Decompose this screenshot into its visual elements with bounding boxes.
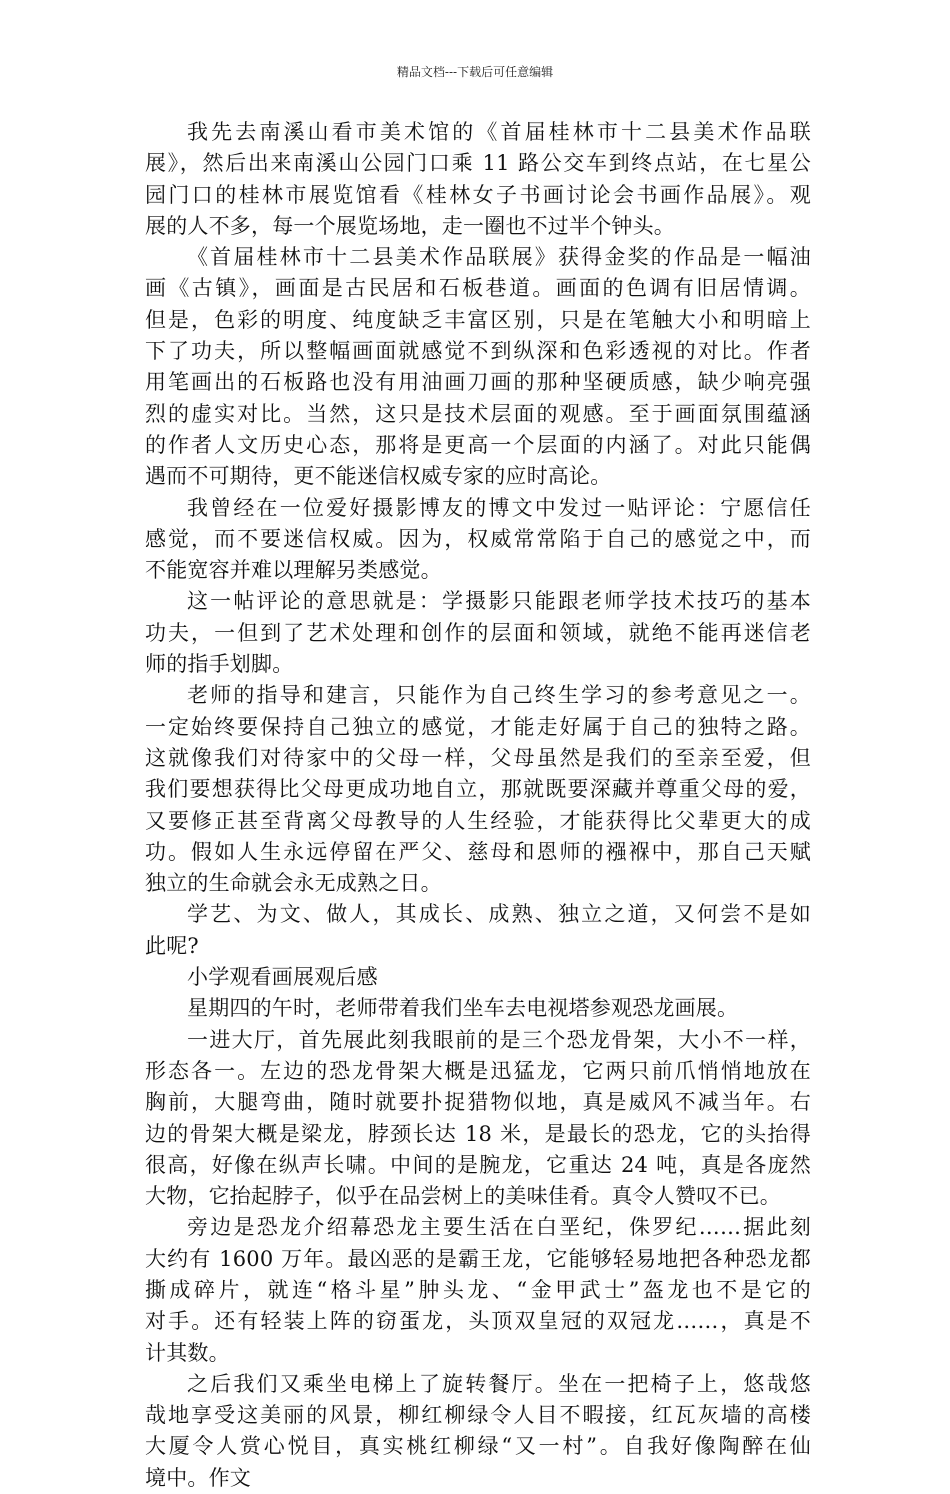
page-header: 精品文档---下载后可任意编辑 <box>396 65 554 79</box>
text-line: 独立的生命就会永无成熟之日。 <box>145 871 442 896</box>
text-line: 园门口的桂林市展览馆看《桂林女子书画讨论会书画作品展》。观 <box>145 182 811 207</box>
text-line: 我们要想获得比父母更成功地自立，那就既要深藏并尊重父母的爱， <box>145 777 811 802</box>
text-line: 这一帖评论的意思就是：学摄影只能跟老师学技术技巧的基本 <box>187 589 811 614</box>
text-line: 展》，然后出来南溪山公园门口乘 11 路公交车到终点站，在七星公 <box>145 151 811 176</box>
text-line: 对手。还有轻装上阵的窃蛋龙，头顶双皇冠的双冠龙……，真是不 <box>145 1309 811 1334</box>
text-line: 但是，色彩的明度、纯度缺乏丰富区别，只是在笔触大小和明暗上 <box>145 307 811 332</box>
text-line: 下了功夫，所以整幅画面就感觉不到纵深和色彩透视的对比。作者 <box>145 339 811 364</box>
text-line: 形态各一。左边的恐龙骨架大概是迅猛龙，它两只前爪悄悄地放在 <box>145 1058 811 1083</box>
text-line: 的作者人文历史心态，那将是更高一个层面的内涵了。对此只能偶 <box>145 432 811 457</box>
text-line: 又要修正甚至背离父母教导的人生经验，才能获得比父辈更大的成 <box>145 808 811 833</box>
text-line: 胸前，大腿弯曲，随时就要扑捉猎物似地，真是威风不减当年。右 <box>145 1090 811 1115</box>
text-line: 大物，它抬起脖子，似乎在品尝树上的美味佳肴。真令人赞叹不已。 <box>145 1184 781 1209</box>
text-line: 之后我们又乘坐电梯上了旋转餐厅。坐在一把椅子上，悠哉悠 <box>187 1371 811 1396</box>
text-line: 境中。作文 <box>145 1465 251 1490</box>
text-line: 用笔画出的石板路也没有用油画刀画的那种坚硬质感，缺少响亮强 <box>145 370 811 395</box>
text-line: 老师的指导和建言，只能作为自己终生学习的参考意见之一。 <box>187 683 811 708</box>
text-line: 边的骨架大概是梁龙，脖颈长达 18 米，是最长的恐龙，它的头抬得 <box>145 1121 811 1146</box>
text-line: 此呢? <box>145 933 199 958</box>
text-line: 一进大厅，首先展此刻我眼前的是三个恐龙骨架，大小不一样， <box>187 1027 811 1052</box>
text-line: 旁边是恐龙介绍幕恐龙主要生活在白垩纪，侏罗纪……据此刻 <box>187 1215 811 1240</box>
text-line: 小学观看画展观后感 <box>187 965 378 990</box>
text-line: 我先去南溪山看市美术馆的《首届桂林市十二县美术作品联 <box>187 120 811 144</box>
text-line: 哉地享受这美丽的风景，柳红柳绿令人目不暇接，红瓦灰墙的高楼 <box>145 1403 811 1428</box>
text-line: 功。假如人生永远停留在严父、慈母和恩师的襁褓中，那自己天赋 <box>145 839 811 864</box>
text-line: 烈的虚实对比。当然，这只是技术层面的观感。至于画面氛围蕴涵 <box>145 401 811 426</box>
text-line: 不能宽容并难以理解另类感觉。 <box>145 558 442 583</box>
text-line: 感觉，而不要迷信权威。因为，权威常常陷于自己的感觉之中，而 <box>145 526 811 551</box>
text-line: 一定始终要保持自己独立的感觉，才能走好属于自己的独特之路。 <box>145 714 811 739</box>
text-line: 学艺、为文、做人，其成长、成熟、独立之道，又何尝不是如 <box>187 902 811 927</box>
text-line: 我曾经在一位爱好摄影博友的博文中发过一贴评论：宁愿信任 <box>187 495 811 520</box>
text-line: 功夫，一但到了艺术处理和创作的层面和领域，就绝不能再迷信老 <box>145 620 811 645</box>
text-line: 《首届桂林市十二县美术作品联展》获得金奖的作品是一幅油 <box>187 245 811 270</box>
text-line: 大约有 1600 万年。最凶恶的是霸王龙，它能够轻易地把各种恐龙都 <box>145 1246 811 1271</box>
text-line: 很高，好像在纵声长啸。中间的是腕龙，它重达 24 吨，真是各庞然 <box>145 1152 811 1177</box>
text-line: 计其数。 <box>145 1340 230 1365</box>
text-line: 画《古镇》，画面是古民居和石板巷道。画面的色调有旧居情调。 <box>145 276 811 301</box>
document-body <box>145 117 811 1494</box>
text-line: 星期四的午时，老师带着我们坐车去电视塔参观恐龙画展。 <box>187 996 739 1021</box>
text-line: 遇而不可期待，更不能迷信权威专家的应时高论。 <box>145 464 612 489</box>
text-line: 师的指手划脚。 <box>145 652 294 677</box>
text-line: 撕成碎片，就连“格斗星”肿头龙、“金甲武士”盔龙也不是它的 <box>145 1277 811 1302</box>
text-line: 这就像我们对待家中的父母一样，父母虽然是我们的至亲至爱，但 <box>145 745 811 770</box>
text-line: 大厦令人赏心悦目，真实桃红柳绿“又一村”。自我好像陶醉在仙 <box>145 1434 811 1459</box>
text-line: 展的人不多，每一个展览场地，走一圈也不过半个钟头。 <box>145 213 675 238</box>
